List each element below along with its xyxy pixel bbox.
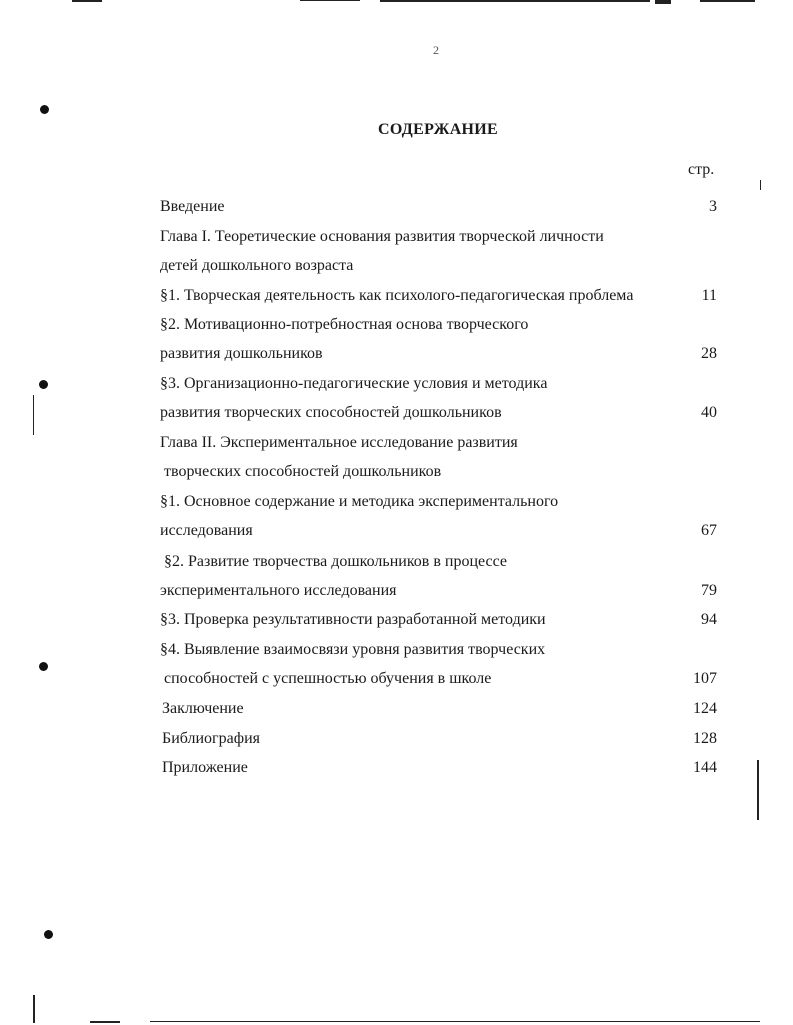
toc-entry-page: 28 (701, 345, 717, 362)
toc-entry-text: §1. Основное содержание и методика экспериментального (160, 493, 559, 510)
toc-entry-page: 124 (693, 700, 717, 717)
toc-entry-page: 107 (693, 670, 717, 687)
top-scan-edge (72, 0, 102, 2)
toc-entry-text: способностей с успешностью обучения в школе (164, 670, 492, 687)
bottom-scan-edge (90, 1021, 120, 1023)
toc-entry-text: Приложение (162, 759, 248, 776)
toc-entry-text: развития дошкольников (160, 345, 323, 362)
toc-entry-text: §3. Организационно-педагогические условия и методика (160, 375, 548, 392)
right-scan-edge (757, 760, 759, 820)
toc-entry-page: 67 (701, 522, 717, 539)
binder-hole-mark (44, 930, 53, 939)
toc-entry-text: Глава II. Экспериментальное исследование развития (160, 434, 518, 451)
left-scan-edge (33, 995, 35, 1023)
right-scan-edge (760, 180, 761, 190)
toc-entry-text: Глава I. Теоретические основания развития творческой личности (160, 228, 604, 245)
binder-hole-mark (39, 380, 48, 389)
top-scan-edge (380, 0, 650, 2)
binder-hole-mark (40, 105, 49, 114)
toc-entry-text: Введение (160, 198, 225, 215)
page-title: СОДЕРЖАНИЕ (377, 121, 499, 138)
toc-entry-text: §2. Развитие творчества дошкольников в процессе (164, 553, 508, 570)
left-scan-edge (33, 395, 34, 435)
bottom-scan-edge (150, 1021, 760, 1022)
toc-entry-text: развития творческих способностей дошкольников (160, 404, 502, 421)
page-column-label: стр. (688, 161, 715, 178)
toc-entry-page: 3 (709, 198, 717, 215)
toc-entry-page: 128 (693, 730, 717, 747)
toc-entry-text: §2. Мотивационно-потребностная основа творческого (160, 316, 529, 333)
toc-entry-page: 94 (701, 611, 717, 628)
toc-entry-text: детей дошкольного возраста (160, 257, 354, 274)
toc-entry-text: §3. Проверка результативности разработанной методики (160, 611, 546, 628)
page-number: 2 (433, 43, 439, 57)
toc-entry-text: Заключение (162, 700, 244, 717)
toc-entry-page: 40 (701, 404, 717, 421)
toc-entry-text: творческих способностей дошкольников (164, 463, 442, 480)
top-scan-edge (655, 0, 671, 4)
toc-entry-page: 79 (701, 582, 717, 599)
top-scan-edge (700, 0, 755, 2)
binder-hole-mark (39, 662, 48, 671)
toc-entry-text: §4. Выявление взаимосвязи уровня развития творческих (160, 641, 546, 658)
toc-entry-text: экспериментального исследования (160, 582, 397, 599)
toc-entry-text: исследования (160, 522, 253, 539)
toc-entry-page: 144 (693, 759, 717, 776)
top-scan-edge (300, 0, 360, 1)
toc-entry-text: Библиография (162, 730, 260, 747)
toc-entry-page: 11 (701, 287, 717, 304)
toc-entry-text: §1. Творческая деятельность как психолого-педагогическая проблема (160, 287, 634, 304)
